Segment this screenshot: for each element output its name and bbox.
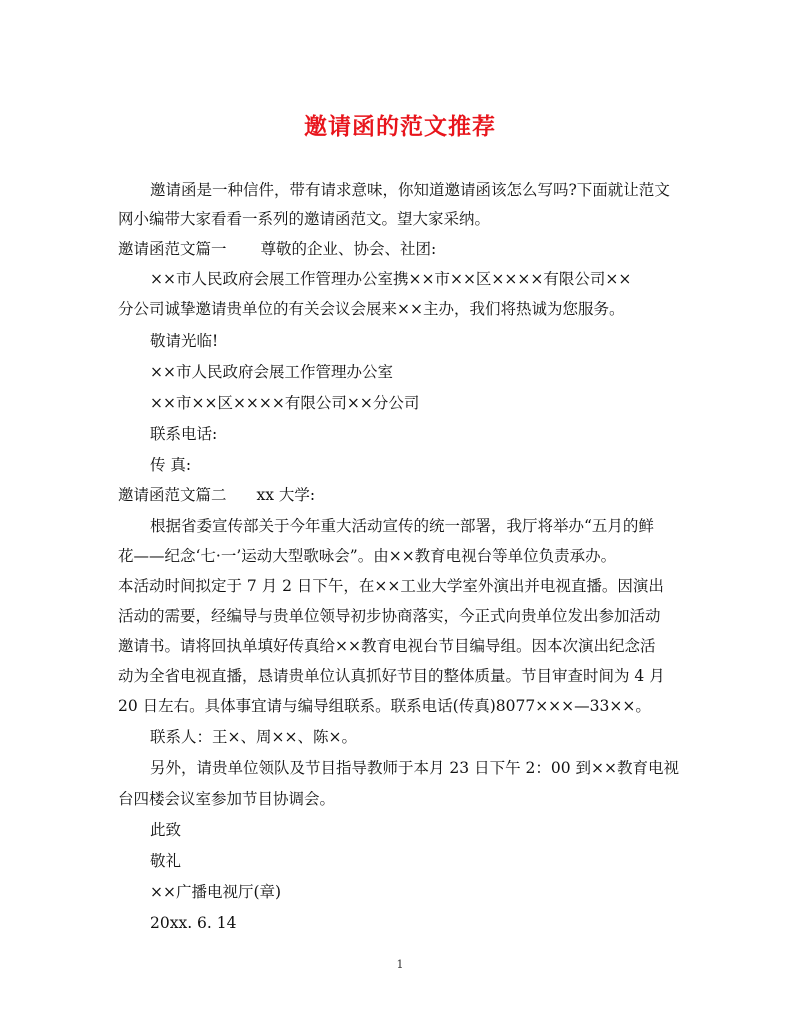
article1-phone: 联系电话: <box>150 425 218 443</box>
article2-date: 20xx. 6. 14 <box>150 914 237 932</box>
article2-p1-line-5: 邀请书。请将回执单填好传真给××教育电视台节目编导组。因本次演出纪念活 <box>118 637 656 655</box>
article2-heading: 邀请函范文篇二 <box>118 486 227 504</box>
article2-p1-line-1: 根据省委宣传部关于今年重大活动宣传的统一部署，我厅将举办“五月的鲜 <box>150 517 654 535</box>
article2-p2-line-2: 台四楼会议室参加节目协调会。 <box>118 790 336 808</box>
article2-closing-1: 此致 <box>150 821 182 839</box>
article1-sender-1: ××市人民政府会展工作管理办公室 <box>150 363 393 381</box>
document-title: 邀请函的范文推荐 <box>304 113 496 140</box>
article2-p1-line-2: 花——纪念‘七·一’运动大型歌咏会”。由××教育电视台等单位负责承办。 <box>118 547 617 565</box>
article2-p1-line-6: 动为全省电视直播，恳请贵单位认真抓好节目的整体质量。节目审查时间为 4 月 <box>118 667 665 685</box>
article2-p1-line-7: 20 日左右。具体事宜请与编导组联系。联系电话(传真)8077×××—33××。 <box>118 697 651 715</box>
article1-heading-row <box>118 239 718 259</box>
article2-closing-2: 敬礼 <box>150 852 182 870</box>
article1-salutation: 尊敬的企业、协会、社团: <box>260 240 437 258</box>
article2-heading-row <box>118 485 718 505</box>
article2-p1-line-3: 本活动时间拟定于 7 月 2 日下午，在××工业大学室外演出并电视直播。因演出 <box>118 577 664 595</box>
article2-p1-line-4: 活动的需要，经编导与贵单位领导初步协商落实，今正式向贵单位发出参加活动 <box>118 607 661 625</box>
page-number: 1 <box>396 958 404 971</box>
intro-line-1: 邀请函是一种信件，带有请求意味，你知道邀请函该怎么写吗?下面就让范文 <box>150 181 670 199</box>
article1-fax: 传 真: <box>150 456 192 474</box>
article1-heading: 邀请函范文篇一 <box>118 240 227 258</box>
article2-p2-line-1: 另外，请贵单位领队及节目指导教师于本月 23 日下午 2：00 到××教育电视 <box>150 759 679 777</box>
article2-contact: 联系人：王×、周××、陈×。 <box>150 728 357 746</box>
article1-closing: 敬请光临! <box>150 332 219 350</box>
article1-body-line-2: 分公司诚挚邀请贵单位的有关会议会展来××主办，我们将热诚为您服务。 <box>118 300 625 318</box>
article2-salutation: xx 大学: <box>256 486 316 504</box>
intro-line-2: 网小编带大家看看一系列的邀请函范文。望大家采纳。 <box>118 210 491 228</box>
article2-sender: ××广播电视厅(章) <box>150 883 282 901</box>
article1-body-line-1: ××市人民政府会展工作管理办公室携××市××区××××有限公司×× <box>150 270 632 288</box>
article1-sender-2: ××市××区××××有限公司××分公司 <box>150 394 420 412</box>
